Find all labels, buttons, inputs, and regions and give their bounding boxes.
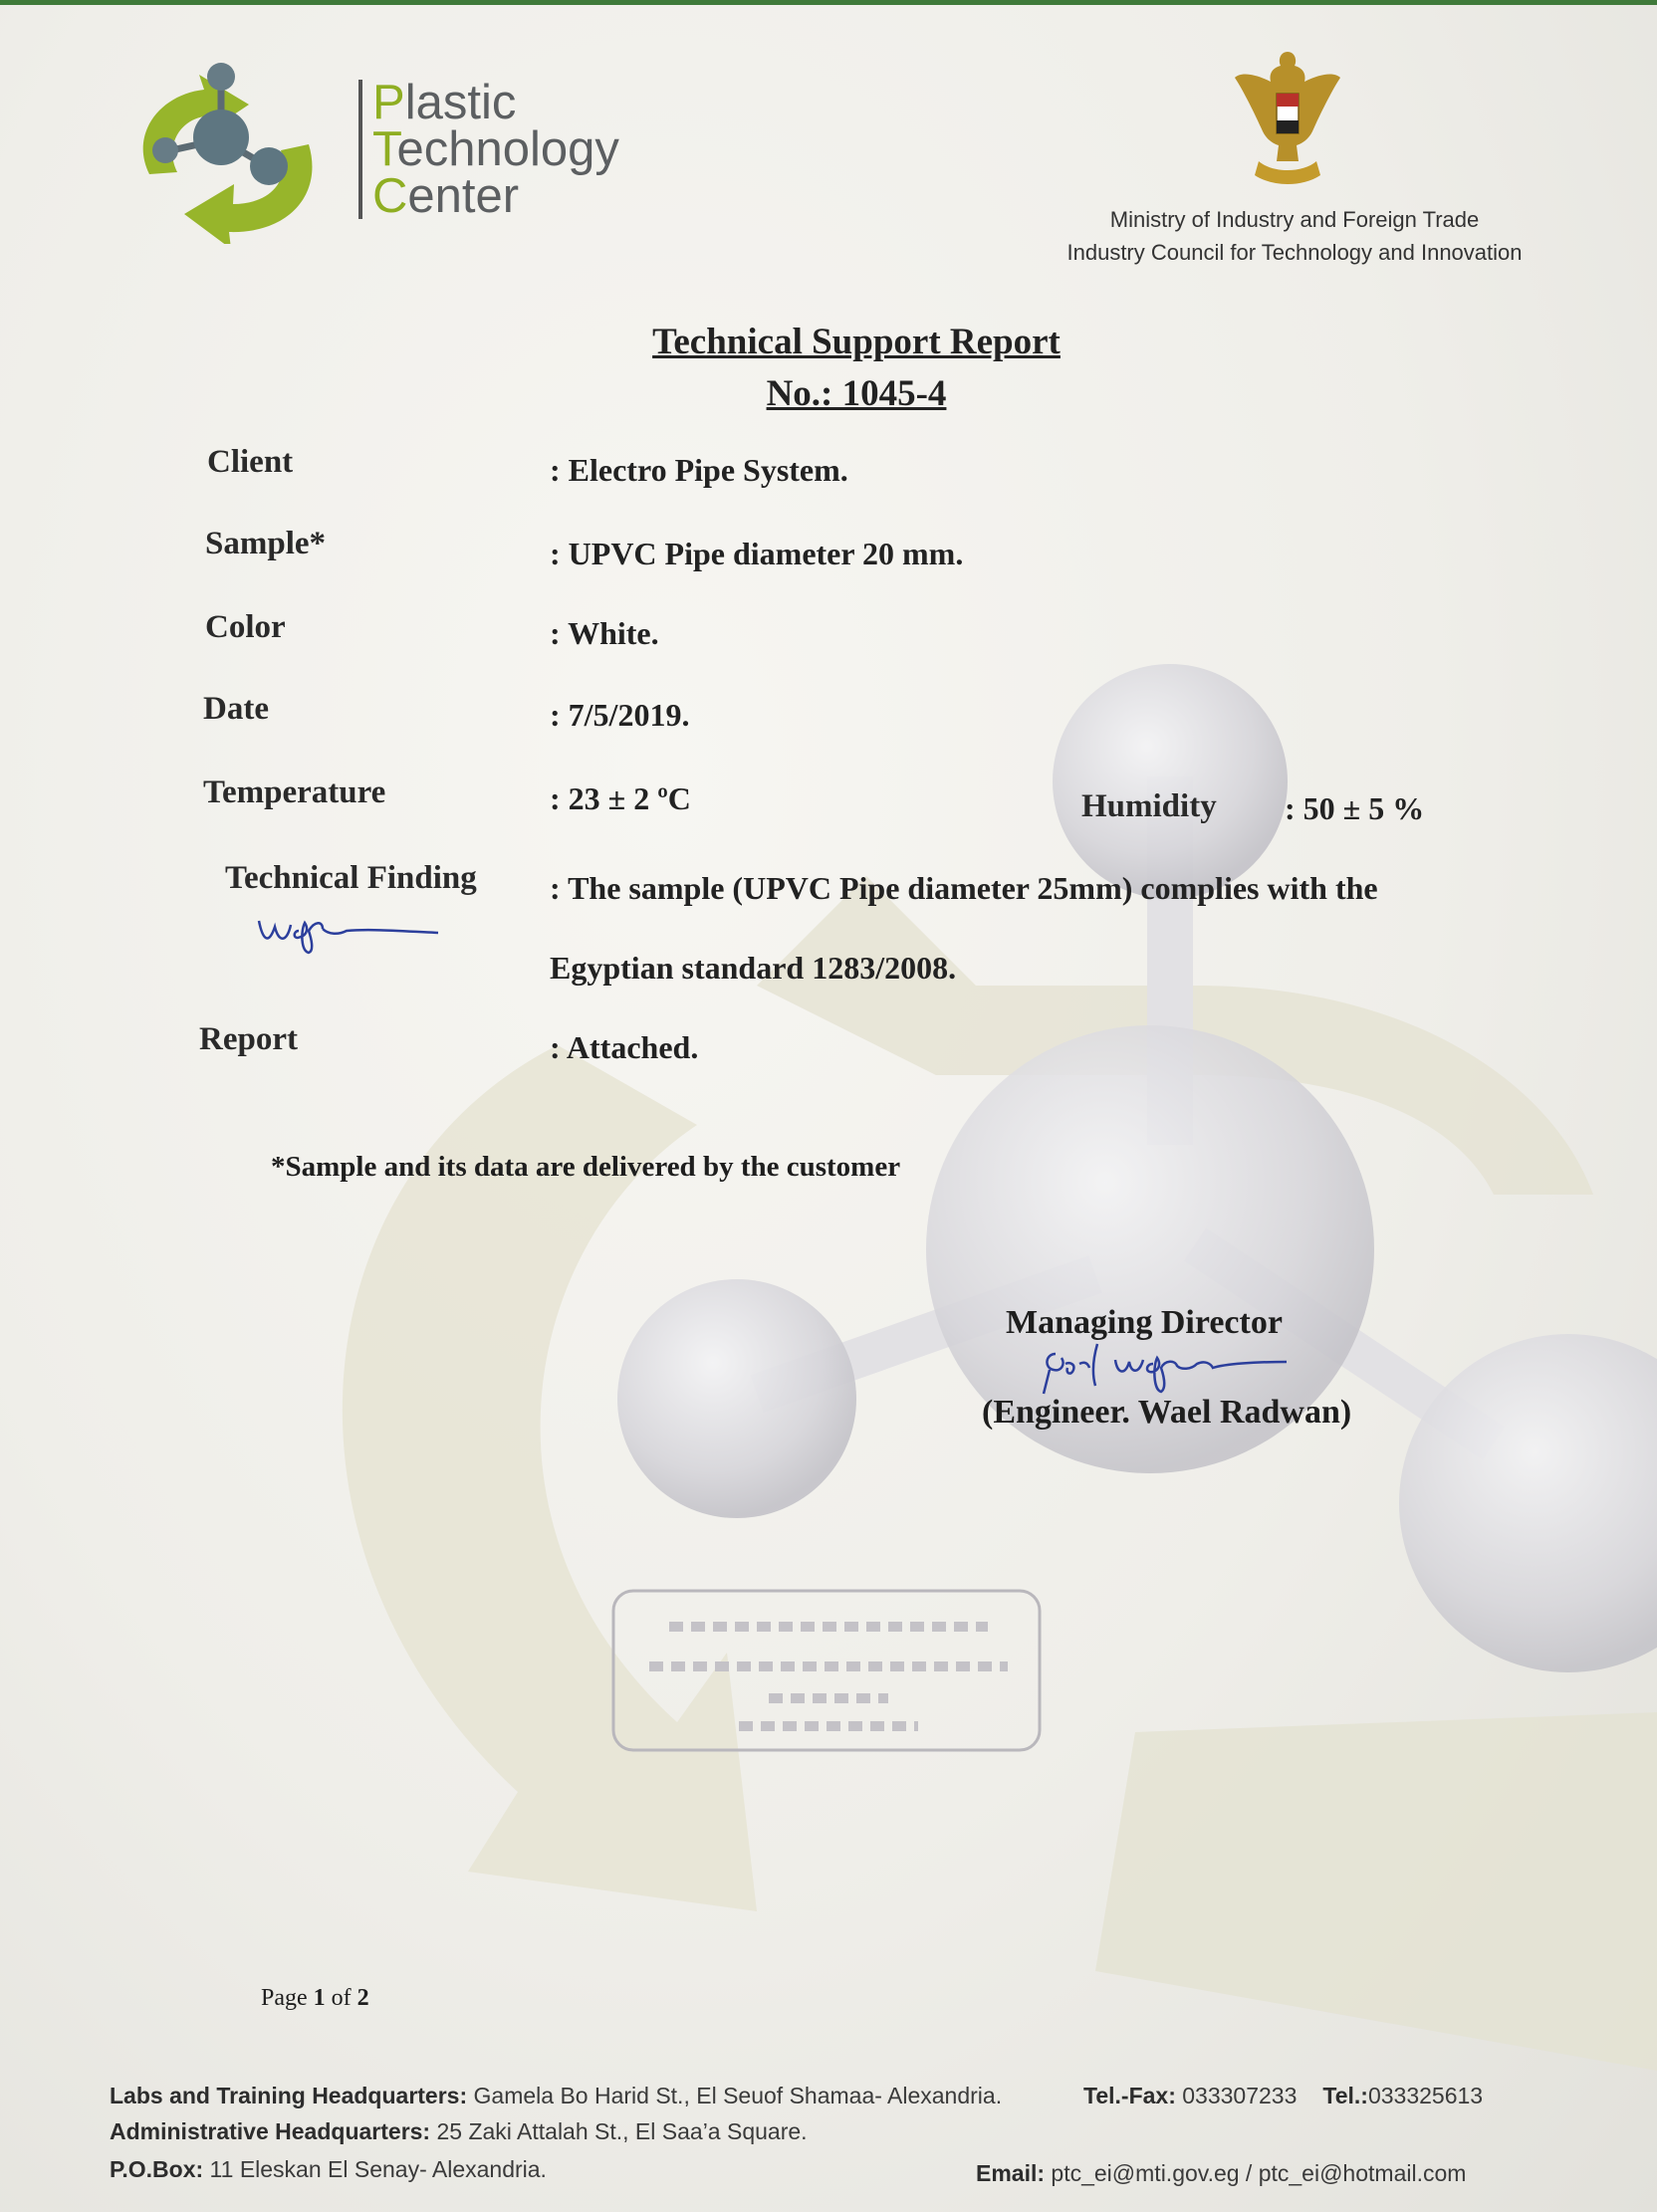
ministry-header <box>1016 203 1573 269</box>
ministry-line-2: Industry Council for Technology and Innovation <box>1066 240 1523 265</box>
sample-value: : UPVC Pipe diameter 20 mm. <box>550 536 964 571</box>
footer-phones: Tel.-Fax: 033307233 Tel.:033325613 <box>1083 2083 1484 2108</box>
page-number: Page 1 of 2 <box>261 1985 369 2011</box>
ministry-line-1: Ministry of Industry and Foreign Trade <box>1109 207 1480 232</box>
humidity-label: Humidity <box>1081 788 1217 824</box>
client-label: Client <box>207 444 294 480</box>
sample-footnote: *Sample and its data are delivered by the customer <box>271 1151 901 1183</box>
humidity-value: : 50 ± 5 % <box>1285 790 1425 826</box>
color-value: : White. <box>550 615 659 651</box>
technical-finding-label: Technical Finding <box>225 860 477 896</box>
technical-finding-value-line-2: Egyptian standard 1283/2008. <box>550 950 957 986</box>
report-label: Report <box>199 1021 298 1057</box>
footer-email: Email: ptc_ei@mti.gov.eg / ptc_ei@hotmail.com <box>976 2160 1467 2186</box>
ptc-logo-icon <box>110 55 349 244</box>
temperature-value: : 23 ± 2 ºC <box>550 780 691 816</box>
faded-stamp <box>609 1587 1044 1754</box>
report-number: No.: 1045-4 <box>766 373 947 414</box>
color-label: Color <box>205 609 286 645</box>
egypt-eagle-emblem-icon <box>1233 44 1342 193</box>
signature-title: Managing Director <box>1006 1304 1283 1341</box>
sample-label: Sample* <box>205 526 327 561</box>
logo-line-center: Center <box>372 169 520 223</box>
ptc-logo-wordmark <box>358 76 677 223</box>
date-value: : 7/5/2019. <box>550 697 690 733</box>
temperature-label: Temperature <box>203 774 386 810</box>
signature-name: (Engineer. Wael Radwan) <box>982 1394 1352 1431</box>
logo-line-plastic: Plastic <box>372 76 517 129</box>
client-value: : Electro Pipe System. <box>550 452 848 488</box>
report-value: : Attached. <box>550 1029 699 1065</box>
logo-line-technology: Technology <box>372 122 619 176</box>
report-title: Technical Support Report <box>652 322 1061 362</box>
initials-signature <box>249 901 448 961</box>
footer-line-admin: Administrative Headquarters: 25 Zaki Attalah St., El Saa’a Square. <box>110 2118 808 2144</box>
footer-line-labs: Labs and Training Headquarters: Gamela Bo Harid St., El Seuof Shamaa- Alexandria. <box>110 2083 1003 2108</box>
technical-finding-value-line-1: : The sample (UPVC Pipe diameter 25mm) complies with the <box>550 870 1378 906</box>
date-label: Date <box>203 691 269 727</box>
footer-line-pobox: P.O.Box: 11 Eleskan El Senay- Alexandria. <box>110 2156 547 2182</box>
